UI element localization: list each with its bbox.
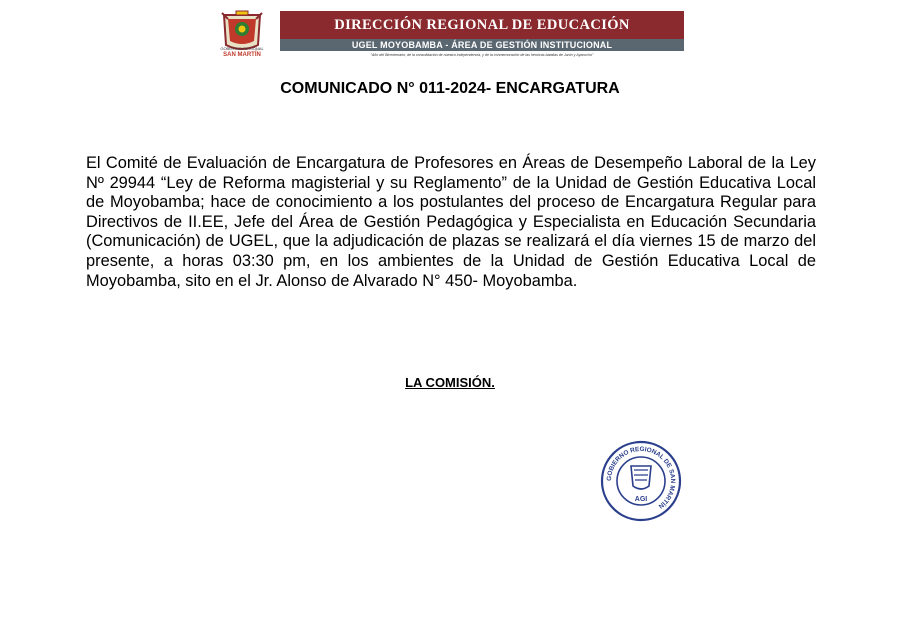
stamp-ring-text: GOBIERNO REGIONAL DE SAN MARTÍN	[605, 445, 677, 510]
stamp-inner-text: AGI	[634, 496, 648, 503]
banner-title: DIRECCIÓN REGIONAL DE EDUCACIÓN	[280, 11, 684, 39]
logo-caption-line1: GOBIERNO REGIONAL	[220, 46, 264, 51]
signoff: LA COMISIÓN.	[405, 375, 495, 390]
logo-caption-line2: SAN MARTÍN	[223, 52, 261, 58]
document-title-text: COMUNICADO N° 011-2024- ENCARGATURA	[280, 80, 620, 97]
document-body: El Comité de Evaluación de Encargatura de Profesores en Áreas de Desempeño Laboral de la Ley Nº 29944 “Ley de Reforma magisterial y su Reglamento” de la Unidad de Gestión Educativa Local de Moyobamba; hace de conocimiento a los postulantes del proceso de Encargatura Regular para Directivos de II.EE, Jefe del Área de Gestión Pedagógica y Especialista en Educación Secundaria (Comunicación) de UGEL, que la adjudicación de plazas se realizará el día viernes 15 de marzo del presente, a horas 03:30 pm, en los ambientes de la Unidad de Gestión Educativa Local de Moyobamba, sito en el Jr. Alonso de Alvarado N° 450- Moyobamba.	[86, 154, 816, 290]
banner-subtitle: UGEL MOYOBAMBA - ÁREA DE GESTIÓN INSTITUCIONAL	[280, 39, 684, 51]
document-title	[0, 80, 900, 98]
official-stamp-icon	[600, 440, 682, 522]
header-banner	[280, 11, 684, 59]
banner-motto: "Año del Bicentenario, de la consolidación de nuestra Independencia, y de la conmemoración de las heroicas batallas de Junín y Ayacucho"	[370, 53, 594, 57]
logo-caption	[210, 47, 274, 58]
